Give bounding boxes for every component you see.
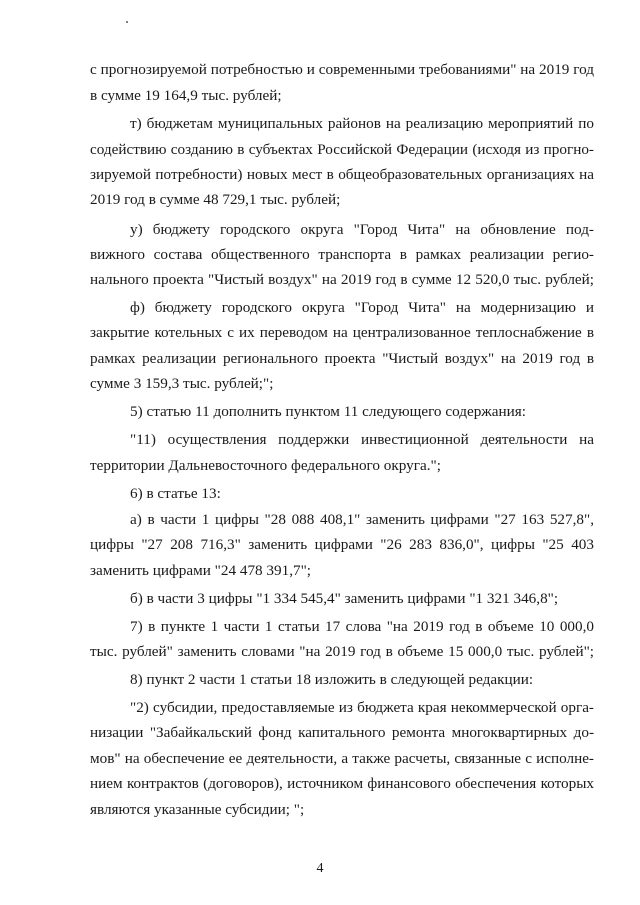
text-line: в сумме 19 164,9 тыс. рублей; [90,87,282,104]
text-line: зируемой потребности) новых мест в общеобразовательных организациях на [90,166,594,183]
text-line: б) в части 3 цифры "1 334 545,4" заменить цифрами "1 321 346,8"; [130,590,559,607]
text-line: низации "Забайкальский фонд капитального ремонта многоквартирных до- [90,724,594,741]
text-line: цифры "27 208 716,3" заменить цифрами "26 283 836,0", цифры "25 403 [90,536,594,553]
text-line: мов" на обеспечение ее деятельности, а также расчеты, связанные с исполне- [90,750,594,767]
text-line: тыс. рублей" заменить словами "на 2019 год в объеме 15 000,0 тыс. рублей"; [90,643,594,660]
text-line: т) бюджетам муниципальных районов на реализацию мероприятий по [130,115,594,132]
text-line: сумме 3 159,3 тыс. рублей;"; [90,375,274,392]
text-line: у) бюджету городского округа "Город Чита" на обновление под- [130,221,594,238]
text-line: территории Дальневосточного федерального округа."; [90,457,441,474]
text-line: 6) в статье 13: [130,485,221,502]
text-line: 2019 год в сумме 48 729,1 тыс. рублей; [90,191,341,208]
scan-speck [126,21,128,23]
text-line: заменить цифрами "24 478 391,7"; [90,562,312,579]
text-line: "11) осуществления поддержки инвестиционной деятельности на [130,431,594,448]
text-line: являются указанные субсидии; "; [90,801,305,818]
text-line: закрытие котельных с их переводом на централизованное теплоснабжение в [90,324,594,341]
text-line: а) в части 1 цифры "28 088 408,1" заменить цифрами "27 163 527,8", [130,511,594,528]
text-line: с прогнозируемой потребностью и современными требованиями" на 2019 год [90,61,594,78]
text-line: ф) бюджету городского округа "Город Чита" на модернизацию и [130,299,594,316]
text-line: рамках реализации регионального проекта "Чистый воздух" на 2019 год в [90,350,594,367]
page-number: 4 [316,861,324,876]
text-line: 5) статью 11 дополнить пунктом 11 следующего содержания: [130,403,526,420]
text-line: нального проекта "Чистый воздух" на 2019 год в сумме 12 520,0 тыс. рублей; [90,271,594,288]
text-line: нием контрактов (договоров), источником финансового обеспечения которых [90,775,594,792]
text-line: 7) в пункте 1 части 1 статьи 17 слова "на 2019 год в объеме 10 000,0 [130,618,594,635]
text-line: "2) субсидии, предоставляемые из бюджета края некоммерческой орга- [130,699,594,716]
text-line: содействию созданию в субъектах Российской Федерации (исходя из прогно- [90,141,594,158]
text-line: вижного состава общественного транспорта в рамках реализации регио- [90,246,594,263]
text-line: 8) пункт 2 части 1 статьи 18 изложить в следующей редакции: [130,671,534,688]
